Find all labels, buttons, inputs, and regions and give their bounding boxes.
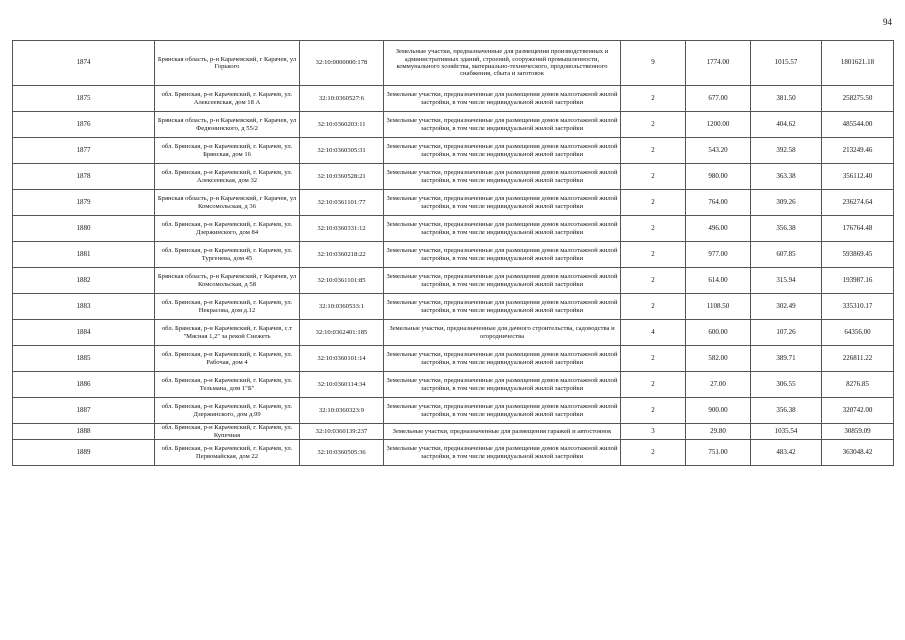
- table-row: [13, 164, 894, 190]
- row-number-cell: 1883: [13, 294, 155, 320]
- area-cell: 1108.50: [686, 294, 751, 320]
- specific-value-cell: 381.50: [751, 86, 822, 112]
- land-use-cell: Земельные участки, предназначенные для размещения домов малоэтажной жилой застройки, в том числе индивидуальной жилой застройки: [384, 346, 621, 372]
- table-row: [13, 138, 894, 164]
- land-registry-table: [12, 40, 894, 466]
- land-use-cell: Земельные участки, предназначенные для размещения гаражей и автостоянок: [384, 424, 621, 440]
- cadastral-value-cell: 258275.50: [822, 86, 894, 112]
- group-code-cell: 2: [621, 346, 686, 372]
- area-cell: 980.00: [686, 164, 751, 190]
- table-row: [13, 216, 894, 242]
- table-row: [13, 294, 894, 320]
- table-row: [13, 398, 894, 424]
- address-cell: обл. Брянская, р-н Карачевский, г. Карачев, ул. Некрасова, дом д.12: [155, 294, 300, 320]
- row-number-cell: 1879: [13, 190, 155, 216]
- table-row: [13, 268, 894, 294]
- cadastral-number-cell: 32:10:0361101:77: [300, 190, 384, 216]
- address-cell: Брянская область, р-н Карачевский, г Карачев, ул Федюнинского, д 55/2: [155, 112, 300, 138]
- area-cell: 543.20: [686, 138, 751, 164]
- group-code-cell: 2: [621, 398, 686, 424]
- cadastral-number-cell: 32:10:0360323:9: [300, 398, 384, 424]
- specific-value-cell: 302.49: [751, 294, 822, 320]
- group-code-cell: 3: [621, 424, 686, 440]
- cadastral-value-cell: 236274.64: [822, 190, 894, 216]
- area-cell: 677.00: [686, 86, 751, 112]
- address-cell: обл. Брянская, р-н Карачевский, г. Карачев, с.т "Мясная 1,2" за рекой Снежеть: [155, 320, 300, 346]
- area-cell: 496.00: [686, 216, 751, 242]
- land-use-cell: Земельные участки, предназначенные для размещения домов малоэтажной жилой застройки, в том числе индивидуальной жилой застройки: [384, 372, 621, 398]
- row-number-cell: 1881: [13, 242, 155, 268]
- area-cell: 751.00: [686, 440, 751, 466]
- cadastral-value-cell: 485544.00: [822, 112, 894, 138]
- row-number-cell: 1889: [13, 440, 155, 466]
- cadastral-value-cell: 8276.85: [822, 372, 894, 398]
- specific-value-cell: 404.62: [751, 112, 822, 138]
- land-use-cell: Земельные участки, предназначенные для размещения домов малоэтажной жилой застройки, в том числе индивидуальной жилой застройки: [384, 190, 621, 216]
- table-row: [13, 41, 894, 86]
- group-code-cell: 2: [621, 86, 686, 112]
- land-use-cell: Земельные участки, предназначенные для размещения домов малоэтажной жилой застройки, в том числе индивидуальной жилой застройки: [384, 86, 621, 112]
- registry-body: [13, 41, 894, 466]
- group-code-cell: 2: [621, 216, 686, 242]
- specific-value-cell: 356.38: [751, 216, 822, 242]
- group-code-cell: 2: [621, 164, 686, 190]
- area-cell: 977.00: [686, 242, 751, 268]
- table-row: [13, 190, 894, 216]
- cadastral-value-cell: 335310.17: [822, 294, 894, 320]
- specific-value-cell: 306.55: [751, 372, 822, 398]
- table-row: [13, 440, 894, 466]
- table-row: [13, 372, 894, 398]
- land-use-cell: Земельные участки, предназначенные для размещения домов малоэтажной жилой застройки, в том числе индивидуальной жилой застройки: [384, 294, 621, 320]
- address-cell: обл. Брянская, р-н Карачевский, г. Карачев, ул. Дзержинского, дом д.99: [155, 398, 300, 424]
- cadastral-number-cell: 32:10:0362401:185: [300, 320, 384, 346]
- row-number-cell: 1885: [13, 346, 155, 372]
- land-use-cell: Земельные участки, предназначенные для размещения производственных и административных зданий, строений, сооружений промышленности, коммунального хозяйства, материально-технического, продовольственного снабжения, сбыта и заготовок: [384, 41, 621, 86]
- cadastral-value-cell: 1801621.18: [822, 41, 894, 86]
- address-cell: обл. Брянская, р-н Карачевский, г. Карачев, ул. Дзержинского, дом 84: [155, 216, 300, 242]
- land-use-cell: Земельные участки, предназначенные для размещения домов малоэтажной жилой застройки, в том числе индивидуальной жилой застройки: [384, 164, 621, 190]
- group-code-cell: 2: [621, 112, 686, 138]
- group-code-cell: 2: [621, 440, 686, 466]
- row-number-cell: 1882: [13, 268, 155, 294]
- cadastral-number-cell: 32:10:0360139:237: [300, 424, 384, 440]
- cadastral-number-cell: 32:10:0360527:6: [300, 86, 384, 112]
- address-cell: обл. Брянская, р-н Карачевский, г. Карачев, ул. Тельмана, дом 1"Б": [155, 372, 300, 398]
- cadastral-value-cell: 226811.22: [822, 346, 894, 372]
- area-cell: 27.00: [686, 372, 751, 398]
- group-code-cell: 2: [621, 138, 686, 164]
- land-use-cell: Земельные участки, предназначенные для размещения домов малоэтажной жилой застройки, в том числе индивидуальной жилой застройки: [384, 242, 621, 268]
- cadastral-value-cell: 213249.46: [822, 138, 894, 164]
- table-row: [13, 424, 894, 440]
- table-row: [13, 86, 894, 112]
- group-code-cell: 9: [621, 41, 686, 86]
- row-number-cell: 1874: [13, 41, 155, 86]
- table-row: [13, 242, 894, 268]
- cadastral-number-cell: 32:10:0360528:21: [300, 164, 384, 190]
- row-number-cell: 1887: [13, 398, 155, 424]
- specific-value-cell: 483.42: [751, 440, 822, 466]
- area-cell: 614.00: [686, 268, 751, 294]
- table-row: [13, 320, 894, 346]
- cadastral-value-cell: 193987.16: [822, 268, 894, 294]
- address-cell: обл. Брянская, р-н Карачевский, г. Карачев, ул. Тургенева, дом 45: [155, 242, 300, 268]
- address-cell: обл. Брянская, р-н Карачевский, г. Карачев, ул. Первомайская, дом 22: [155, 440, 300, 466]
- row-number-cell: 1877: [13, 138, 155, 164]
- specific-value-cell: 309.26: [751, 190, 822, 216]
- area-cell: 1200.00: [686, 112, 751, 138]
- cadastral-number-cell: 32:10:0000000:178: [300, 41, 384, 86]
- cadastral-number-cell: 32:10:0360533:1: [300, 294, 384, 320]
- land-use-cell: Земельные участки, предназначенные для размещения домов малоэтажной жилой застройки, в том числе индивидуальной жилой застройки: [384, 112, 621, 138]
- row-number-cell: 1888: [13, 424, 155, 440]
- row-number-cell: 1878: [13, 164, 155, 190]
- area-cell: 582.00: [686, 346, 751, 372]
- group-code-cell: 2: [621, 372, 686, 398]
- cadastral-number-cell: 32:10:0360331:12: [300, 216, 384, 242]
- address-cell: Брянская область, р-н Карачевский, г Карачев, ул Комсомольская, д 58: [155, 268, 300, 294]
- address-cell: обл. Брянская, р-н Карачевский, г. Карачев, ул. Брянская, дом 16: [155, 138, 300, 164]
- cadastral-number-cell: 32:10:0360305:31: [300, 138, 384, 164]
- group-code-cell: 2: [621, 242, 686, 268]
- row-number-cell: 1876: [13, 112, 155, 138]
- address-cell: Брянская область, р-н Карачевский, г Карачев, ул Горького: [155, 41, 300, 86]
- cadastral-number-cell: 32:10:0360101:14: [300, 346, 384, 372]
- group-code-cell: 2: [621, 268, 686, 294]
- area-cell: 29.80: [686, 424, 751, 440]
- address-cell: обл. Брянская, р-н Карачевский, г. Карачев, ул. Алексеевская, дом 18 А: [155, 86, 300, 112]
- table-row: [13, 346, 894, 372]
- row-number-cell: 1886: [13, 372, 155, 398]
- cadastral-value-cell: 356112.40: [822, 164, 894, 190]
- row-number-cell: 1875: [13, 86, 155, 112]
- specific-value-cell: 389.71: [751, 346, 822, 372]
- land-use-cell: Земельные участки, предназначенные для дачного строительства, садоводства и огородничества: [384, 320, 621, 346]
- area-cell: 764.00: [686, 190, 751, 216]
- group-code-cell: 2: [621, 294, 686, 320]
- cadastral-value-cell: 363048.42: [822, 440, 894, 466]
- area-cell: 1774.00: [686, 41, 751, 86]
- row-number-cell: 1884: [13, 320, 155, 346]
- specific-value-cell: 1035.54: [751, 424, 822, 440]
- land-use-cell: Земельные участки, предназначенные для размещения домов малоэтажной жилой застройки, в том числе индивидуальной жилой застройки: [384, 398, 621, 424]
- cadastral-number-cell: 32:10:0360218:22: [300, 242, 384, 268]
- specific-value-cell: 356.38: [751, 398, 822, 424]
- table-row: [13, 112, 894, 138]
- address-cell: обл. Брянская, р-н Карачевский, г. Карачев, ул. Рабочая, дом 4: [155, 346, 300, 372]
- row-number-cell: 1880: [13, 216, 155, 242]
- specific-value-cell: 107.26: [751, 320, 822, 346]
- specific-value-cell: 315.94: [751, 268, 822, 294]
- cadastral-value-cell: 30859.09: [822, 424, 894, 440]
- land-use-cell: Земельные участки, предназначенные для размещения домов малоэтажной жилой застройки, в том числе индивидуальной жилой застройки: [384, 440, 621, 466]
- address-cell: Брянская область, р-н Карачевский, г Карачев, ул Комсомольская, д 36: [155, 190, 300, 216]
- cadastral-number-cell: 32:10:0360505:36: [300, 440, 384, 466]
- cadastral-value-cell: 593869.45: [822, 242, 894, 268]
- specific-value-cell: 1015.57: [751, 41, 822, 86]
- page-number: 94: [883, 17, 892, 27]
- address-cell: обл. Брянская, р-н Карачевский, г. Карачев, ул. Алексеевская, дом 32: [155, 164, 300, 190]
- specific-value-cell: 607.85: [751, 242, 822, 268]
- land-use-cell: Земельные участки, предназначенные для размещения домов малоэтажной жилой застройки, в том числе индивидуальной жилой застройки: [384, 268, 621, 294]
- specific-value-cell: 392.58: [751, 138, 822, 164]
- cadastral-number-cell: 32:10:0361101:85: [300, 268, 384, 294]
- cadastral-number-cell: 32:10:0360203:11: [300, 112, 384, 138]
- cadastral-value-cell: 320742.00: [822, 398, 894, 424]
- cadastral-value-cell: 64356.00: [822, 320, 894, 346]
- land-use-cell: Земельные участки, предназначенные для размещения домов малоэтажной жилой застройки, в том числе индивидуальной жилой застройки: [384, 138, 621, 164]
- address-cell: обл. Брянская, р-н Карачевский, г. Карачев, ул. Купечная: [155, 424, 300, 440]
- group-code-cell: 4: [621, 320, 686, 346]
- area-cell: 600.00: [686, 320, 751, 346]
- land-use-cell: Земельные участки, предназначенные для размещения домов малоэтажной жилой застройки, в том числе индивидуальной жилой застройки: [384, 216, 621, 242]
- cadastral-value-cell: 176764.48: [822, 216, 894, 242]
- specific-value-cell: 363.38: [751, 164, 822, 190]
- group-code-cell: 2: [621, 190, 686, 216]
- cadastral-number-cell: 32:10:0360114:34: [300, 372, 384, 398]
- area-cell: 900.00: [686, 398, 751, 424]
